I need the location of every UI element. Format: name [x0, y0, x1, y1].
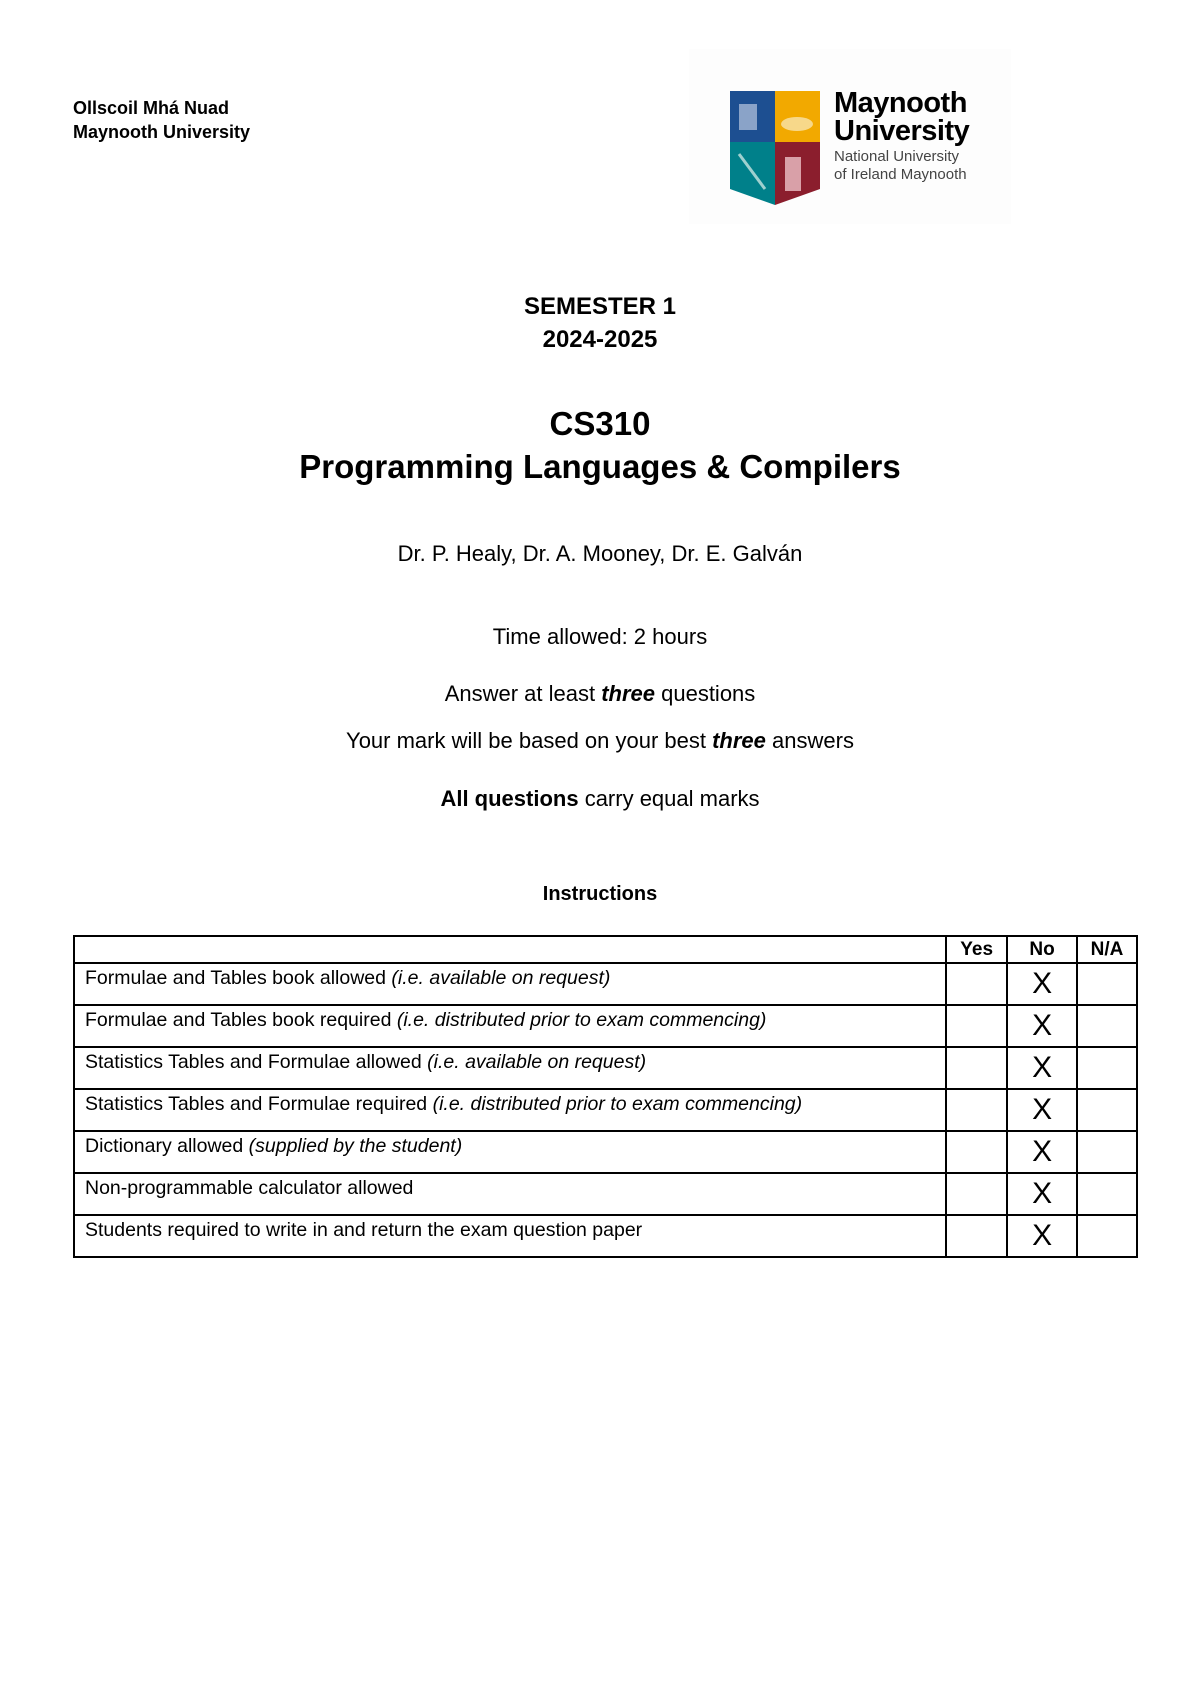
table-row [74, 1047, 1137, 1089]
academic-year: 2024-2025 [542, 326, 658, 353]
instructions-table [73, 935, 1138, 1258]
logo-line-3: National University [834, 148, 960, 165]
table-row [74, 1005, 1137, 1047]
cell-na [1077, 1173, 1137, 1215]
row-label [74, 1131, 946, 1173]
cell-na [1077, 963, 1137, 1005]
header-blank [74, 936, 946, 963]
table-row [74, 1089, 1137, 1131]
label-text: Formulae and Tables book required [85, 1009, 397, 1031]
instructions-heading: Instructions [542, 883, 658, 905]
label-note: (i.e. distributed prior to exam commencing) [432, 1093, 803, 1115]
header-no: No [1007, 936, 1077, 963]
cell-no: X [1007, 1173, 1077, 1215]
row-label [74, 963, 946, 1005]
row-label [74, 1173, 946, 1215]
course-code: CS310 [549, 405, 651, 442]
cell-yes [946, 963, 1007, 1005]
row-label [74, 1047, 946, 1089]
cell-yes [946, 1131, 1007, 1173]
text: questions [655, 681, 756, 706]
irish-name: Ollscoil Mhá Nuad [73, 98, 230, 118]
cell-no: X [1007, 1131, 1077, 1173]
cell-yes [946, 1047, 1007, 1089]
emphasis: three [601, 681, 655, 706]
logo-line-2: University [834, 115, 970, 147]
cell-yes [946, 1173, 1007, 1215]
text: Your mark will be based on your best [346, 728, 713, 753]
cell-na [1077, 1047, 1137, 1089]
row-label [74, 1215, 946, 1257]
cell-no: X [1007, 963, 1077, 1005]
table-header [74, 936, 1137, 963]
cell-no: X [1007, 1047, 1077, 1089]
header-yes: Yes [946, 936, 1007, 963]
text: Answer at least [444, 681, 602, 706]
cell-na [1077, 1215, 1137, 1257]
marks-note [0, 786, 1200, 812]
table-row [74, 1215, 1137, 1257]
cell-na [1077, 1089, 1137, 1131]
table-row [74, 1131, 1137, 1173]
university-logo [689, 49, 1011, 224]
row-label [74, 1005, 946, 1047]
table-row [74, 963, 1137, 1005]
time-allowed: Time allowed: 2 hours [492, 624, 708, 649]
text: answers [765, 728, 854, 753]
logo-line-4: of Ireland Maynooth [834, 166, 967, 183]
label-note: (supplied by the student) [248, 1135, 463, 1157]
label-text: Students required to write in and return the exam question paper [85, 1219, 643, 1241]
cell-yes [946, 1089, 1007, 1131]
mark-instruction [0, 728, 1200, 754]
cell-yes [946, 1005, 1007, 1047]
emphasis: three [712, 728, 766, 753]
answer-instruction [0, 681, 1200, 707]
logo-line-1: Maynooth [834, 87, 967, 119]
semester: SEMESTER 1 [523, 293, 677, 320]
table-row [74, 1173, 1137, 1215]
cell-no: X [1007, 1215, 1077, 1257]
label-note: (i.e. available on request) [391, 967, 611, 989]
header-na: N/A [1077, 936, 1137, 963]
label-text: Non-programmable calculator allowed [85, 1177, 414, 1199]
label-text: Statistics Tables and Formulae required [85, 1093, 433, 1115]
label-note: (i.e. available on request) [427, 1051, 647, 1073]
bold-text: All questions [440, 786, 579, 811]
label-text: Formulae and Tables book allowed [85, 967, 392, 989]
label-note: (i.e. distributed prior to exam commencing) [396, 1009, 767, 1031]
cell-na [1077, 1131, 1137, 1173]
course-title: Programming Languages & Compilers [299, 448, 901, 485]
label-text: Statistics Tables and Formulae allowed [85, 1051, 428, 1073]
text: carry equal marks [578, 786, 760, 811]
row-label [74, 1089, 946, 1131]
cell-no: X [1007, 1089, 1077, 1131]
label-text: Dictionary allowed [85, 1135, 249, 1157]
cell-na [1077, 1005, 1137, 1047]
english-name: Maynooth University [73, 122, 251, 142]
cell-no: X [1007, 1005, 1077, 1047]
university-header [73, 96, 250, 144]
examiners: Dr. P. Healy, Dr. A. Mooney, Dr. E. Galván [397, 541, 803, 566]
cell-yes [946, 1215, 1007, 1257]
